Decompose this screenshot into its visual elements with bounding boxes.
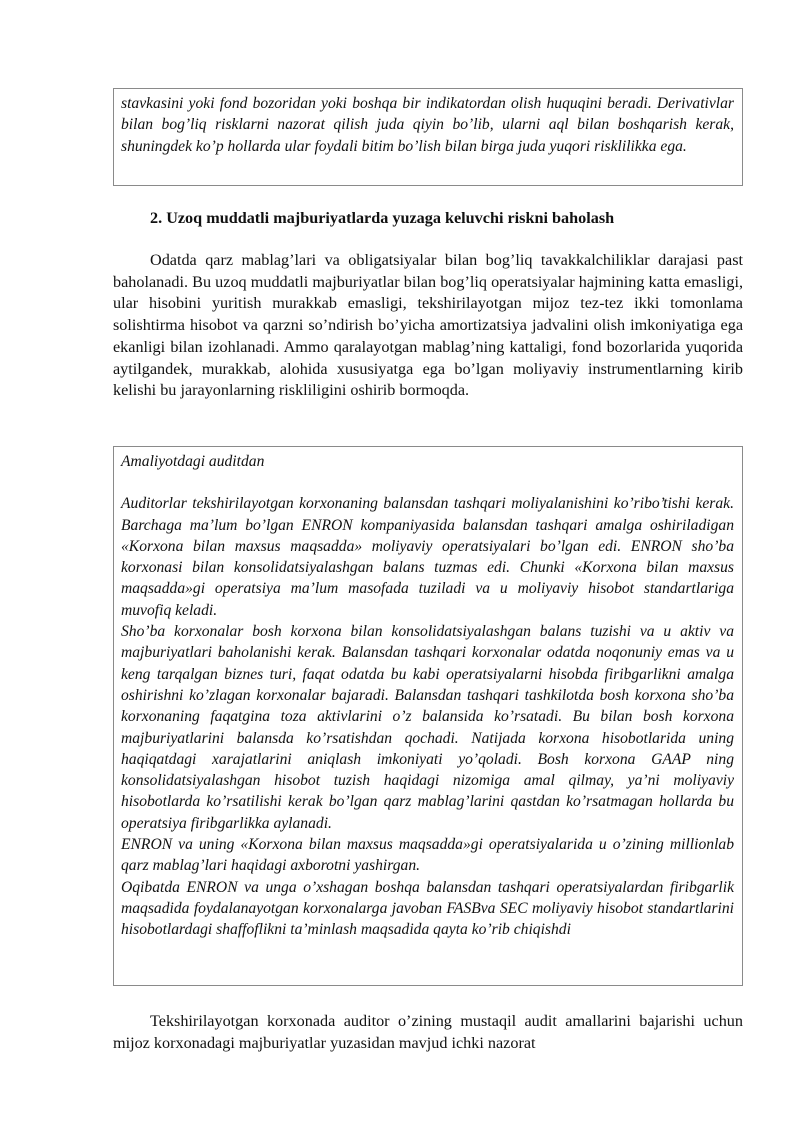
quote-box-text: stavkasini yoki fond bozoridan yoki boshqa bir indikatordan olish huquqini beradi. Derivativlar bilan bog’liq risklarni nazorat qilish juda qiyin bo’lib, ularni aql bilan boshqarish kerak, shuningdek ko’p hollarda ular foydali bitim bo’lish bilan birga juda yuqori risklilikka ega.	[121, 95, 734, 155]
audit-box-title: Amaliyotdagi auditdan	[121, 453, 265, 470]
body-paragraph: Tekshirilayotgan korxonada auditor o’zining mustaqil audit amallarini bajarishi uchun mijoz korxonadagi majburiyatlar yuzasidan mavjud ichki nazorat	[113, 1012, 743, 1052]
audit-box-paragraph: Auditorlar tekshirilayotgan korxonaning balansdan tashqari moliyalanishini ko’ribo’tishi kerak. Barchaga ma’lum bo’lgan ENRON kompaniyasida balansdan tashqari amalga oshiriladigan «Korxona bilan maxsus maqsadda» moliyaviy operatsiyalari bo’lgan edi. ENRON sho’ba korxonasi bilan konsolidatsiyalashgan balans tuzmas edi. Chunki «Korxona bilan maxsus maqsadda»gi operatsiya ma’lum masofada tuziladi va u moliyaviy hisobot standartlariga muvofiq keladi.	[121, 495, 734, 619]
quote-box-continued	[113, 88, 743, 186]
section-heading: 2. Uzoq muddatli majburiyatlarda yuzaga keluvchi riskni baholash	[150, 209, 615, 227]
audit-box-paragraph: Oqibatda ENRON va unga o’xshagan boshqa balansdan tashqari operatsiyalardan firibgarlik maqsadida foydalanayotgan korxonalarga javoban FASBva SEC moliyaviy hisobot standartlarini hisobotlardagi shaffoflikni ta’minlash maqsadida qayta ko’rib chiqishdi	[121, 878, 734, 939]
audit-practice-box	[113, 446, 743, 986]
audit-box-paragraph: Sho’ba korxonalar bosh korxona bilan konsolidatsiyalashgan balans tuzishi va u aktiv va majburiyatlari baholanishi kerak. Balansdan tashqari korxonalar odatda noqonuniy emas va u keng tarqalgan biznes turi, faqat odatda bu kabi operatsiyalarni hisobda firibgarlikni amalga oshirishni ko’zlagan korxonalar bajaradi. Balansdan tashqari tashkilotda bosh korxona sho’ba korxonaning faqatgina toza aktivlarini o’z balansida ko’rsatadi. Bu bilan bosh korxona majburiyatlarini balansda ko’rsatishdan qochadi. Natijada korxona hisobotlarida uning haqiqatdagi xarajatlarini aniqlash imkoniyati yo’qoladi. Bosh korxona GAAP ning konsolidatsiyalashgan hisobot tuzish haqidagi nizomiga amal qilmay, ya’ni moliyaviy hisobotlarda ko’rsatilishi kerak bo’lgan qarz mablag’larini qastdan ko’rsatmagan hollarda bu operatsiya firibgarlikka aylanadi.	[121, 623, 734, 832]
body-paragraph: Odatda qarz mablag’lari va obligatsiyalar bilan bog’liq tavakkalchiliklar darajasi past baholanadi. Bu uzoq muddatli majburiyatlar bilan bog’liq operatsiyalar hajmining katta emasligi, ular hisobini yuritish murakkab emasligi, tekshirilayotgan mijoz tez-tez ikki tomonlama solishtirma hisobot va qarzni so’ndirish bo’yicha amortizatsiya jadvalini olish imkoniyatiga ega ekanligi bilan izohlanadi. Ammo qaralayotgan mablag’ning kattaligi, fond bozorlarida yuqorida aytilgandek, murakkab, alohida xususiyatga ega bo’lgan moliyaviy instrumentlarning kirib kelishi bu jarayonlarning riskliligini oshirib bormoqda.	[113, 251, 743, 400]
audit-box-paragraph: ENRON va uning «Korxona bilan maxsus maqsadda»gi operatsiyalarida u o’zining millionlab qarz mablag’lari haqidagi axborotni yashirgan.	[121, 836, 734, 875]
